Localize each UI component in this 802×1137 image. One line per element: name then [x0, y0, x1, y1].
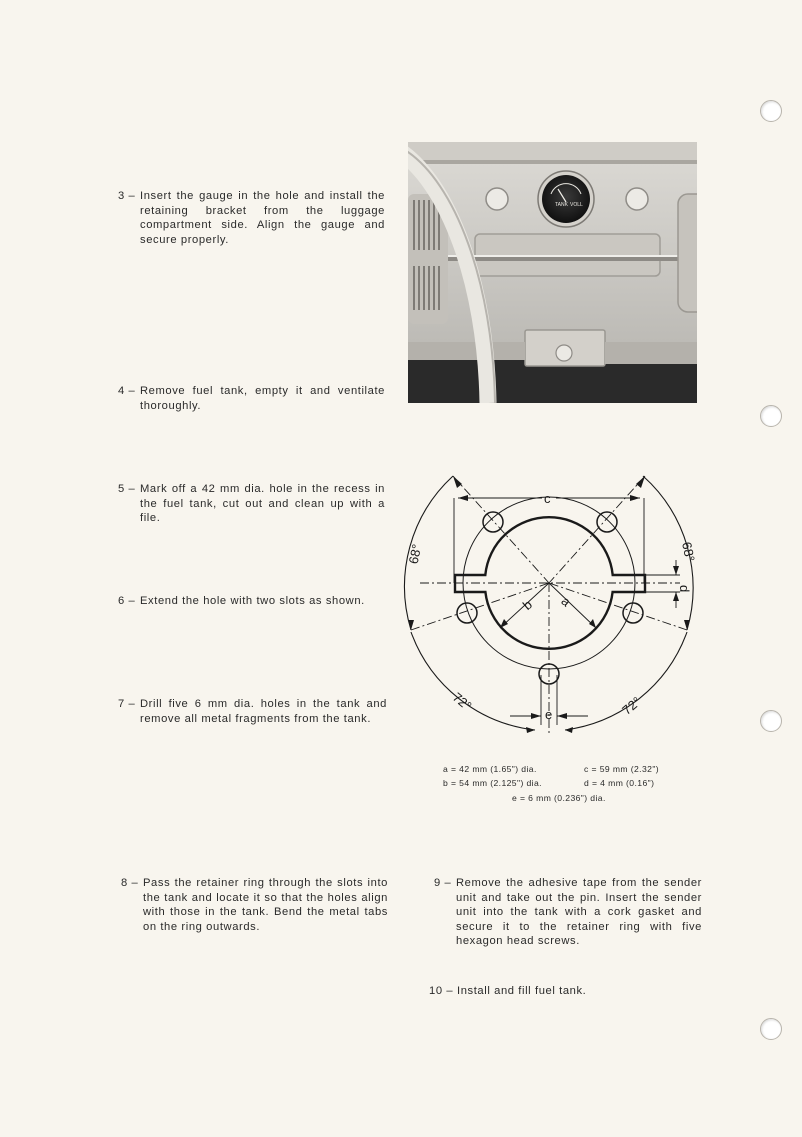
step-8: [121, 876, 388, 934]
legend-b: b = 54 mm (2.125") dia.: [443, 778, 542, 788]
punch-hole: [760, 1018, 782, 1040]
step-number: 10 –: [429, 985, 454, 997]
gauge-voll-label: VOLL: [570, 202, 583, 208]
legend-a: a = 42 mm (1.65") dia.: [443, 764, 537, 774]
label-angle-right-bottom: 72°: [619, 693, 644, 718]
dashboard-photo: [408, 142, 697, 403]
step-3: [118, 189, 385, 247]
step-9: [434, 876, 702, 949]
hole-layout-diagram: [400, 468, 700, 743]
step-number: 9 –: [434, 877, 452, 889]
step-text: Extend the hole with two slots as shown.: [140, 595, 365, 607]
step-number: 7 –: [118, 698, 136, 710]
step-10: [429, 984, 702, 999]
punch-hole: [760, 710, 782, 732]
label-angle-right-top: 68°: [679, 540, 698, 563]
step-number: 3 –: [118, 190, 136, 202]
step-5: [118, 482, 385, 526]
step-text: Pass the retainer ring through the slots into the tank and locate it so that the holes align with those in the tank. Bend the metal tabs on the ring outwards.: [143, 877, 388, 933]
bolt-hole: [623, 603, 643, 623]
step-text: Drill five 6 mm dia. holes in the tank and remove all metal fragments from the tank.: [140, 698, 387, 725]
label-angle-left-bottom: 72°: [449, 689, 475, 714]
dashboard-illustration: [408, 142, 697, 403]
step-text: Remove fuel tank, empty it and ventilate thoroughly.: [140, 385, 385, 412]
label-c: c: [544, 491, 551, 506]
label-e: e: [545, 707, 553, 722]
step-7: [118, 697, 387, 726]
step-text: Install and fill fuel tank.: [457, 985, 587, 997]
step-number: 4 –: [118, 385, 136, 397]
punch-hole: [760, 100, 782, 122]
step-number: 5 –: [118, 483, 136, 495]
legend-d: d = 4 mm (0.16"): [584, 778, 655, 788]
label-angle-left-top: 68°: [405, 542, 425, 566]
legend-c: c = 59 mm (2.32"): [584, 764, 660, 774]
step-text: Insert the gauge in the hole and install the retaining bracket from the luggage compartment side. Align the gauge and secure properly.: [140, 190, 385, 246]
step-number: 6 –: [118, 595, 136, 607]
step-text: Remove the adhesive tape from the sender unit and take out the pin. Insert the sender unit into the tank with a cork gasket and secure it to the retainer ring with five hexagon head screws.: [456, 877, 702, 948]
punch-hole: [760, 405, 782, 427]
bolt-hole: [597, 512, 617, 532]
step-6: [118, 594, 385, 609]
label-b: b: [519, 596, 535, 613]
step-4: [118, 384, 385, 413]
legend-e: e = 6 mm (0.236") dia.: [512, 793, 606, 803]
gauge-tank-label: TANK: [555, 202, 568, 208]
label-a: a: [558, 593, 574, 610]
arc-72-left: [411, 632, 535, 730]
label-d: d: [677, 585, 692, 593]
step-number: 8 –: [121, 877, 139, 889]
step-text: Mark off a 42 mm dia. hole in the recess in the fuel tank, cut out and clean up with a file.: [140, 483, 385, 525]
